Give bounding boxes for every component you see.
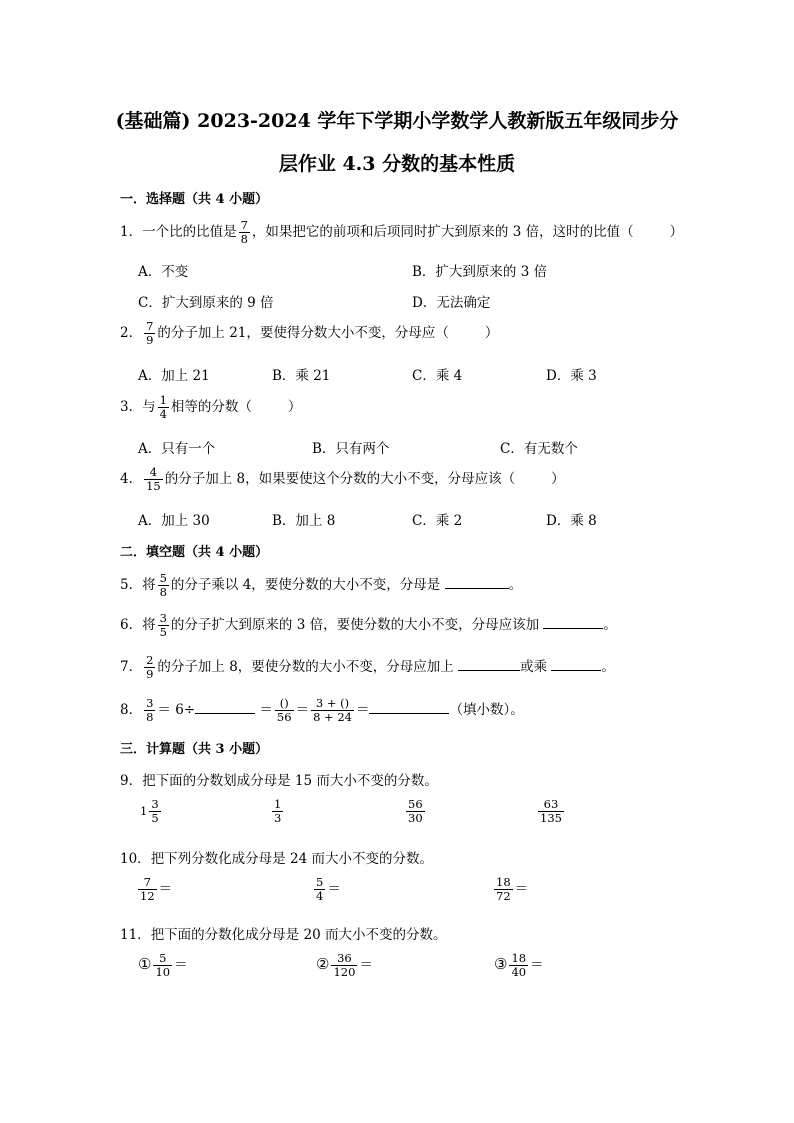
question-number: 1． [120, 224, 143, 240]
question-10: 10．把下列分数化成分母是 24 而大小不变的分数。 [120, 851, 433, 867]
section-heading-fill: 二．填空题（共 4 小题） [120, 545, 269, 560]
page-title-line2: 层作业 4.3 分数的基本性质 [278, 153, 516, 175]
fraction-item: ② $\frac{36}{120}$ ＝ [316, 951, 373, 979]
question-8: 8． $\frac{3}{8}$ ＝ 6÷ ＝ $\frac{()}{56}$ ＝ $\frac{3 + ()}{8 + 24}$ ＝ （填小数）。 [120, 696, 524, 724]
fraction: $\frac{3}{8}$ [146, 696, 154, 724]
answer-blank[interactable] [195, 713, 255, 714]
question-text: 的分子加上 21，要使得分数大小不变，分母应（ [157, 325, 449, 341]
fraction-item: $\frac{18}{72}$ ＝ [496, 875, 529, 903]
answer-blank[interactable] [543, 628, 603, 629]
question-3: 3．与 $\frac{1}{4}$ 相等的分数（ ） [120, 393, 302, 421]
fraction: $\frac{2}{9}$ [146, 653, 154, 681]
fraction: $\frac{1}{4}$ [159, 393, 167, 421]
question-text: 一个比的比值是 [142, 224, 237, 240]
option-b[interactable]: B．只有两个 [312, 441, 390, 457]
fraction-item: $\frac{1}{3}$ [274, 797, 282, 825]
question-4: 4． $\frac{4}{15}$ 的分子加上 8，如果要使这个分数的大小不变，分母应该（ ） [120, 465, 565, 493]
question-7: 7． $\frac{2}{9}$ 的分子加上 8，要使分数的大小不变，分母应加上 或乘 。 [120, 653, 615, 681]
answer-blank[interactable] [458, 670, 520, 671]
question-text: ，如果把它的前项和后项同时扩大到原来的 3 倍，这时的比值（ [251, 224, 634, 240]
question-5: 5．将 $\frac{5}{8}$ 的分子乘以 4，要使分数的大小不变，分母是 。 [120, 571, 523, 599]
fraction-item: ③ $\frac{18}{40}$ ＝ [494, 951, 544, 979]
option-d[interactable]: D．乘 3 [546, 368, 597, 384]
page-title: (基础篇) 2023-2024 学年下学期小学数学人教新版五年级同步分 [115, 110, 679, 132]
fraction-item: 1 $\frac{3}{5}$ [140, 797, 159, 825]
section-heading-choice: 一．选择题（共 4 小题） [120, 192, 269, 207]
section-heading-calc: 三．计算题（共 3 小题） [120, 742, 269, 757]
question-text: 的分子加上 8，如果要使这个分数的大小不变，分母应该（ [164, 471, 516, 487]
option-a[interactable]: A．不变 [138, 264, 189, 280]
fraction: $\frac{7}{8}$ [240, 218, 248, 246]
option-c[interactable]: C．扩大到原来的 9 倍 [138, 295, 274, 311]
option-b[interactable]: B．加上 8 [272, 513, 336, 529]
fraction-item: $\frac{7}{12}$ ＝ [140, 875, 173, 903]
option-b[interactable]: B．乘 21 [272, 368, 331, 384]
option-c[interactable]: C．有无数个 [500, 441, 578, 457]
fraction: $\frac{()}{56}$ [276, 696, 292, 724]
answer-blank[interactable] [369, 713, 449, 714]
question-number: 2． [120, 325, 143, 341]
fraction: $\frac{3 + ()}{8 + 24}$ [313, 696, 352, 724]
option-a[interactable]: A．只有一个 [138, 441, 216, 457]
option-a[interactable]: A．加上 30 [138, 513, 210, 529]
question-6: 6．将 $\frac{3}{5}$ 的分子扩大到原来的 3 倍，要使分数的大小不变，分母应该加 。 [120, 611, 617, 639]
option-b[interactable]: B．扩大到原来的 3 倍 [412, 264, 548, 280]
fraction: $\frac{7}{9}$ [146, 319, 154, 347]
option-c[interactable]: C．乘 2 [412, 513, 463, 529]
option-c[interactable]: C．乘 4 [412, 368, 463, 384]
question-1: 1．一个比的比值是 $\frac{7}{8}$ ，如果把它的前项和后项同时扩大到原来的 3 倍，这时的比值（ ） [120, 218, 684, 246]
fraction-item: $\frac{63}{135}$ [540, 797, 562, 825]
option-a[interactable]: A．加上 21 [138, 368, 210, 384]
fraction-item: $\frac{56}{30}$ [408, 797, 423, 825]
question-number: 3． [120, 399, 143, 415]
question-text: 相等的分数（ [170, 399, 252, 415]
fraction: $\frac{5}{8}$ [159, 571, 167, 599]
answer-blank[interactable] [445, 588, 509, 589]
answer-blank[interactable] [551, 670, 601, 671]
question-11: 11．把下面的分数化成分母是 20 而大小不变的分数。 [120, 927, 447, 943]
fraction-item: ① $\frac{5}{10}$ ＝ [138, 951, 188, 979]
fraction: $\frac{4}{15}$ [146, 465, 161, 493]
fraction: $\frac{3}{5}$ [159, 611, 167, 639]
question-number: 4． [120, 471, 143, 487]
fraction-item: $\frac{5}{4}$ ＝ [316, 875, 341, 903]
option-d[interactable]: D．乘 8 [546, 513, 597, 529]
question-9: 9．把下面的分数划成分母是 15 而大小不变的分数。 [120, 773, 438, 789]
question-2: 2． $\frac{7}{9}$ 的分子加上 21，要使得分数大小不变，分母应（ ） [120, 319, 499, 347]
option-d[interactable]: D．无法确定 [412, 295, 491, 311]
